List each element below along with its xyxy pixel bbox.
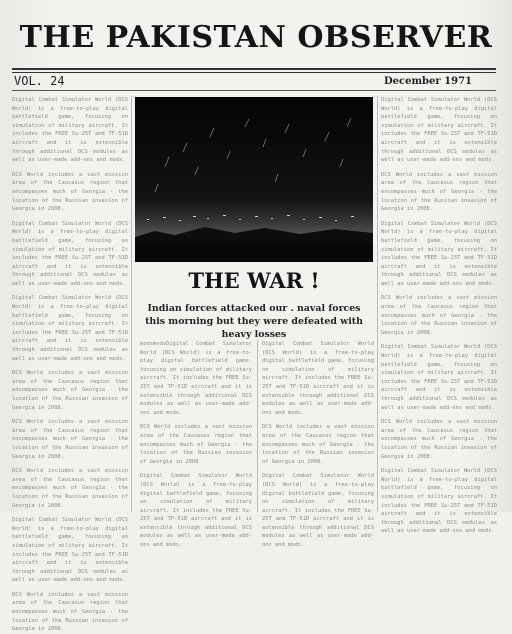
paragraph: DCS World includes a vast mission area of the Caucasus region that encompasses much of Georgia - the location of the Russian invasion of Georgia in 2008. [381,171,497,213]
paragraph: modsmodsDigital Combat Simulator World (DCS World) is a free-to-play digital battlefield game, focusing on simulation of military aircraft. It includes the FREE Su-25T and TF-51D aircraft and it is extensible through additional DCS modules as well as user-made add-ons and mods. [140,341,252,416]
paragraph: DCS World includes a vast mission area of the Caucasus region that encompasses much of Georgia - the location of the Russian invasion of Georgia in 2008. [262,424,374,465]
night-sky-tracers-image [135,97,373,262]
paragraph: DCS World includes a vast mission area of the Caucasus region that encompasses much of Georgia - the location of the Russian invasion of Georgia in 2008. [381,419,497,460]
column-divider-center [257,340,258,512]
paragraph: Digital Combat Simulator World (DCS World) is a free-to-play digital battlefield game, focusing on simulation of military aircraft. It includes the FREE Su-25T and TF-51D aircraft and it is extensible through additional DCS modules as well as user-made add-ons and mods. [12,295,128,362]
paragraph: Digital Combat Simulator World (DCS World) is a free-to-play digital battlefield game, focusing on simulation of military aircraft. It includes the FREE Su-25T and TF-51D aircraft and it is extensible through additional DCS modules as well as user-made add-ons and mods. [381,344,497,411]
masthead-rule-top [12,68,496,70]
volume-label: VOL. 24 [14,74,65,88]
paragraph: Digital Combat Simulator World (DCS World) is a free-to-play digital battlefield game, focusing on simulation of military aircraft. It includes the FREE Su-25T and TF-51D aircraft and it is extensible through additional DCS modules as well as user-made add-ons and mods. [262,341,374,416]
headline: THE WAR ! [188,268,320,293]
paragraph: Digital Combat Simulator World (DCS World) is a free-to-play digital battlefield game, focusing on simulation of military aircraft. It includes the FREE Su-25T and TF-51D aircraft and it is extensible through additional DCS modules as well as user-made add-ons and mods. [381,97,497,164]
issue-date: December 1971 [383,76,472,87]
paragraph: Digital Combat Simulator World (DCS World) is a free-to-play digital battlefield game, focusing on simulation of military aircraft. It includes the FREE Su-25T and TF-51D aircraft and it is extensible through additional DCS modules as well as user-made add-ons and mods. [381,468,497,535]
paragraph: Digital Combat Simulator World (DCS World) is a free-to-play digital battlefield game, focusing on simulation of military aircraft. It includes the FREE Su-25T and TF-51D aircraft and it is extensible through additional DCS modules as well as user-made add-ons and mods. [12,517,128,584]
subheadline: Indian forces attacked our . naval forces this morning but they were defeated with heavy losses [145,303,363,340]
center-left-column-text [140,340,252,549]
paragraph: Digital Combat Simulator World (DCS World) is a free-to-play digital battlefield game, focusing on simulation of military aircraft. It includes the FREE Su-25T and TF-51D aircraft and it is extensible through additional DCS modules as well as user-made add-ons and mods. [262,473,374,549]
paragraph: DCS World includes a vast mission area of the Caucasus region that encompasses much of Georgia - the location of the Russian invasion of Georgia in 2008. [12,370,128,411]
paragraph: DCS World includes a vast mission area of the Caucasus region that encompasses much of Georgia - the location of the Russian invasion of Georgia in 2008. [12,419,128,460]
paragraph: DCS World includes a vast mission area of the Caucasus region that encompasses much of Georgia - the location of the Russian invasion of Georgia in 2008. [12,468,128,509]
column-divider-left [131,96,132,512]
center-right-column-text [262,340,374,549]
masthead-rule-thin [12,72,496,73]
right-column-text [381,96,497,535]
left-column-text [12,96,128,633]
paragraph: DCS World includes a vast mission area of the Caucasus region that encompasses much of Georgia - the location of the Russian invasion of Georgia in 2008. [12,171,128,213]
paragraph: Digital Combat Simulator World (DCS World) is a free-to-play digital battlefield game, focusing on simulation of military aircraft. It includes the FREE Su-25T and TF-51D aircraft and it is extensible through additional DCS modules as well as user-made add-ons and mods. [12,220,128,287]
masthead: THE PAKISTAN OBSERVER [19,20,493,55]
war-photo [135,97,373,262]
dateline-rule [12,90,496,91]
column-divider-right [377,96,378,512]
paragraph: DCS World includes a vast mission area of the Caucasus region that encompasses much of Georgia - the location of the Russian invasion of Georgia in 2008. [140,424,252,465]
paragraph: DCS World includes a vast mission area of the Caucasus region that encompasses much of Georgia - the location of the Russian invasion of Georgia in 2008. [12,591,128,633]
paragraph: Digital Combat Simulator World (DCS World) is a free-to-play digital battlefield game, focusing on simulation of military aircraft. It includes the FREE Su-25T and TF-51D aircraft and it is extensible through additional DCS modules as well as user-made add-ons and mods. [381,220,497,287]
paragraph: DCS World includes a vast mission area of the Caucasus region that encompasses much of Georgia - the location of the Russian invasion of Georgia in 2008. [381,295,497,336]
paragraph: Digital Combat Simulator World (DCS World) is a free-to-play digital battlefield game, focusing on simulation of military aircraft. It includes the FREE Su-25T and TF-51D aircraft and it is extensible through additional DCS modules as well as user-made add-ons and mods. [12,97,128,164]
paragraph: Digital Combat Simulator World (DCS World) is a free-to-play digital battlefield game, focusing on simulation of military aircraft. It includes the FREE Su-25T and TF-51D aircraft and it is extensible through additional DCS modules as well as user-made add-ons and mods. [140,473,252,549]
